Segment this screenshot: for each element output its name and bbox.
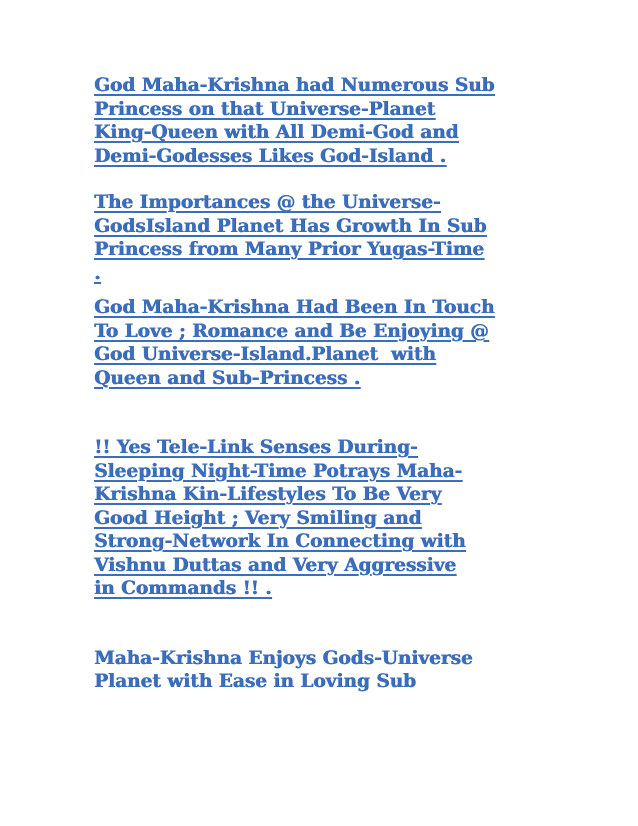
paragraph-line: Queen and Sub-Princess . xyxy=(94,367,361,389)
paragraph-line: in Commands !! . xyxy=(94,578,272,599)
paragraph-line: Demi-Godesses Likes God-Island . xyxy=(94,145,446,167)
paragraph-line: GodsIsland Planet Has Growth In Sub xyxy=(94,215,487,237)
paragraph-line: Princess on that Universe-Planet xyxy=(94,98,436,120)
paragraph-line: Sleeping Night-Time Potrays Maha- xyxy=(94,460,463,482)
paragraph-3 xyxy=(94,296,594,390)
paragraph-line: God Universe-Island.Planet with xyxy=(94,344,436,365)
paragraph-5 xyxy=(94,647,594,694)
paragraph-line: The Importances @ the Universe- xyxy=(94,192,441,213)
paragraph-line: Maha-Krishna Enjoys Gods-Universe xyxy=(94,647,473,669)
paragraph-4 xyxy=(94,436,594,601)
paragraph-line: Krishna Kin-Lifestyles To Be Very xyxy=(94,484,442,505)
paragraph-line: To Love ; Romance and Be Enjoying @ xyxy=(94,320,489,342)
document-page xyxy=(94,74,594,694)
paragraph-1 xyxy=(94,74,594,168)
paragraph-line: Planet with Ease in Loving Sub xyxy=(94,671,416,692)
paragraph-line: God Maha-Krishna had Numerous Sub xyxy=(94,75,495,96)
paragraph-line: Vishnu Duttas and Very Aggressive xyxy=(94,554,456,576)
paragraph-line: Strong-Network In Connecting with xyxy=(94,531,466,552)
paragraph-line: !! Yes Tele-Link Senses During- xyxy=(94,437,418,458)
paragraph-line: Princess from Many Prior Yugas-Time xyxy=(94,239,484,260)
paragraph-line: Good Height ; Very Smiling and xyxy=(94,507,422,529)
paragraph-line: . xyxy=(94,262,101,284)
paragraph-2 xyxy=(94,191,594,285)
paragraph-line: King-Queen with All Demi-God and xyxy=(94,122,459,143)
paragraph-line: God Maha-Krishna Had Been In Touch xyxy=(94,297,495,318)
